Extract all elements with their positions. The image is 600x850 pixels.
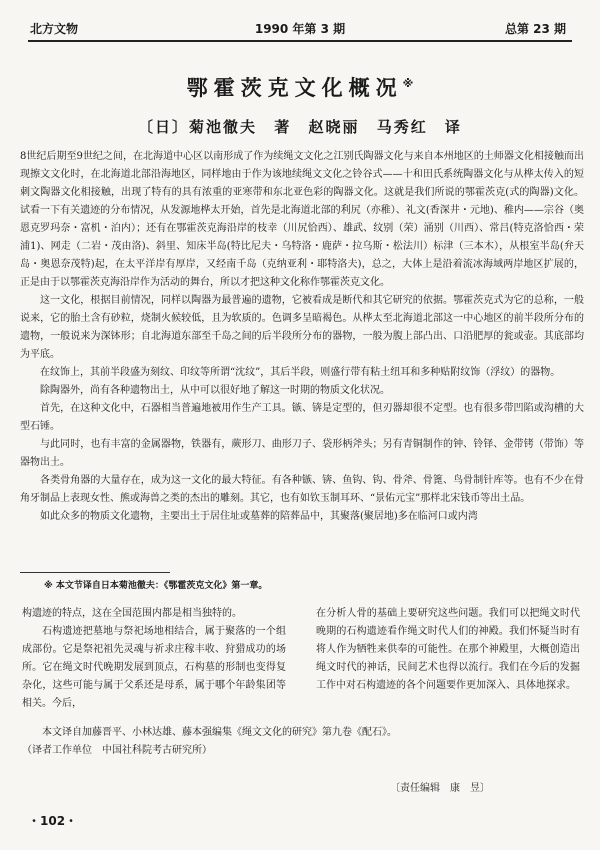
page-number: ・102・ bbox=[28, 814, 78, 828]
paragraph: 如此众多的物质文化遗物，主要出土于居住址或墓葬的陪葬品中，其聚落(聚居地)多在临河口或内湾 bbox=[40, 511, 478, 522]
paragraph: 在纹饰上，其前半段盛为刻纹、印纹等所谓“沈纹”，其后半段，则盛行带有粘土纽耳和多种贴附纹饰（浮纹）的器物。 bbox=[40, 367, 561, 378]
title-footnote-mark: ※ bbox=[402, 77, 414, 90]
source-note: 本文译自加藤晋平、小林达雄、藤本强编集《绳文文化的研究》第九卷《配石》。 bbox=[42, 727, 397, 738]
right-column bbox=[316, 605, 580, 695]
running-header bbox=[28, 18, 572, 42]
total-issue-label: 总第 23 期 bbox=[504, 22, 566, 36]
translator-affiliation: （译者工作单位 中国社科院考古研究所） bbox=[22, 745, 212, 756]
paragraph: 除陶器外，尚有各种遗物出土，从中可以很好地了解这一时期的物质文化状况。 bbox=[40, 385, 390, 396]
author-line: 〔日〕菊池徹夫 著 赵晓丽 马秀红 译 bbox=[138, 118, 462, 136]
main-body bbox=[20, 148, 584, 526]
paragraph: 构遗迹的特点，这在全国范围内都是相当独特的。 bbox=[22, 608, 242, 619]
paragraph: 这一文化，根据目前情况，同样以陶器为最普遍的遗物，它被看成是断代和其它研究的依据。鄂霍茨克式为它的总称，一般说来，它的胎土含有砂粒，烧制火候较低，且为软质的。色调多呈暗褐色。从桦太至北海道北部这一中心地区的前半段所分布的遗物，一般说来为深钵形；自北海道东部至千岛之间的后半段所分布的器物，一般为腹上部凸出、口沿肥厚的瓮或壶。其底部均为平底。 bbox=[20, 295, 584, 360]
paragraph: 在分析人骨的基础上要研究这些问题。我们可以把绳文时代晚期的石构遗迹看作绳文时代人们的神殿。我们怀疑当时有将人作为牺牲来供奉的可能性。在那个神殿里，大概创造出绳文时代的神话，民间艺术也得以流行。我们在今后的发掘工作中对石构遗迹的各个问题要作更加深入、具体地探求。 bbox=[316, 608, 580, 691]
article-title: 鄂霍茨克文化概况※ bbox=[186, 76, 414, 100]
paragraph: 石构遗迹把墓地与祭祀场地相结合，属于聚落的一个组成部份。它是祭祀祖先灵魂与祈求庄稼丰收、狩猎成功的场所。它在绳文时代晚期发展到顶点，石构墓的形制也变得复杂化，这些可能与属于父系还是母系，属于哪个年龄集团等相关。今后， bbox=[22, 626, 286, 709]
footnote-divider bbox=[20, 572, 170, 573]
paragraph: 与此同时，也有丰富的金属器物，铁器有，蕨形刀、曲形刀子、袋形柄斧头；另有青铜制作的钟、铃铎、金带铐（带饰）等器物出土。 bbox=[20, 439, 584, 468]
issue-label: 1990 年第 3 期 bbox=[254, 22, 346, 36]
journal-name: 北方文物 bbox=[30, 22, 79, 36]
paragraph: 首先，在这种文化中，石器相当普遍地被用作生产工具。镞、锛是定型的，但刃器却很不定型。也有很多带凹陷或沟槽的大型石锤。 bbox=[20, 403, 584, 432]
responsible-editor: 〔责任编辑 康 昱〕 bbox=[390, 783, 490, 794]
footnote: ※ 本文节译自日本菊池徹夫：《鄂霍茨克文化》第一章。 bbox=[44, 581, 268, 591]
paragraph: 各类骨角器的大量存在，成为这一文化的最大特征。有各种镞、锛、鱼钩、钩、骨斧、骨篦、鸟骨制针库等。也有不少在骨角牙制品上表现女性、熊或海兽之类的杰出的雕刻。其它，也有如钦玉制耳环、“景佑元宝”那样北宋钱币等出土品。 bbox=[20, 475, 584, 504]
paragraph: 8世纪后期至9世纪之间，在北海道中心区以南形成了作为续绳文文化之江别氏陶器文化与来自本州地区的土师器文化相接触而出现擦文文化时，在北海道北部沿海地区，同样地由于作为该地续绳文文化之铃谷式——十和田氏系统陶器文化与从桦太传入的短刺文陶器文化相接触，出现了特有的具有浓重的亚寒带和东北亚色彩的陶器文化。这就是我们所说的鄂霍茨克(式的陶器)文化。试看一下有关遗迹的分布情况，从发源地桦太开始，首先是北海道北部的利尻（亦稚）、礼文(香深井・元地)、稚内——宗谷（奥恩克罗玛奈・富机・泊内）；还有在鄂霍茨克海沿岸的枝幸（川尻恰西）、雄武、纹别（荣）涌别（川西）、常吕(特克洛恰西・荣浦1)、网走（二岩・茂由洛)、斜里、知床半岛(特比尼夫・乌特洛・鹿萨・拉乌斯・松法川）标津（三本木），从根室半岛(弁天岛・奥恩奈茂特)起，在太平洋岸有厚岸，又经南千岛（克纳亚利・耶特洛夫)，总之，大体上是沿着流冰海域两岸地区扩展的，正是由于以鄂霍茨克海沿岸作为活动的舞台，所以才把这种文化称作鄂霍茨克文化。 bbox=[20, 151, 584, 288]
source-credit bbox=[22, 724, 582, 760]
left-column bbox=[22, 605, 286, 713]
